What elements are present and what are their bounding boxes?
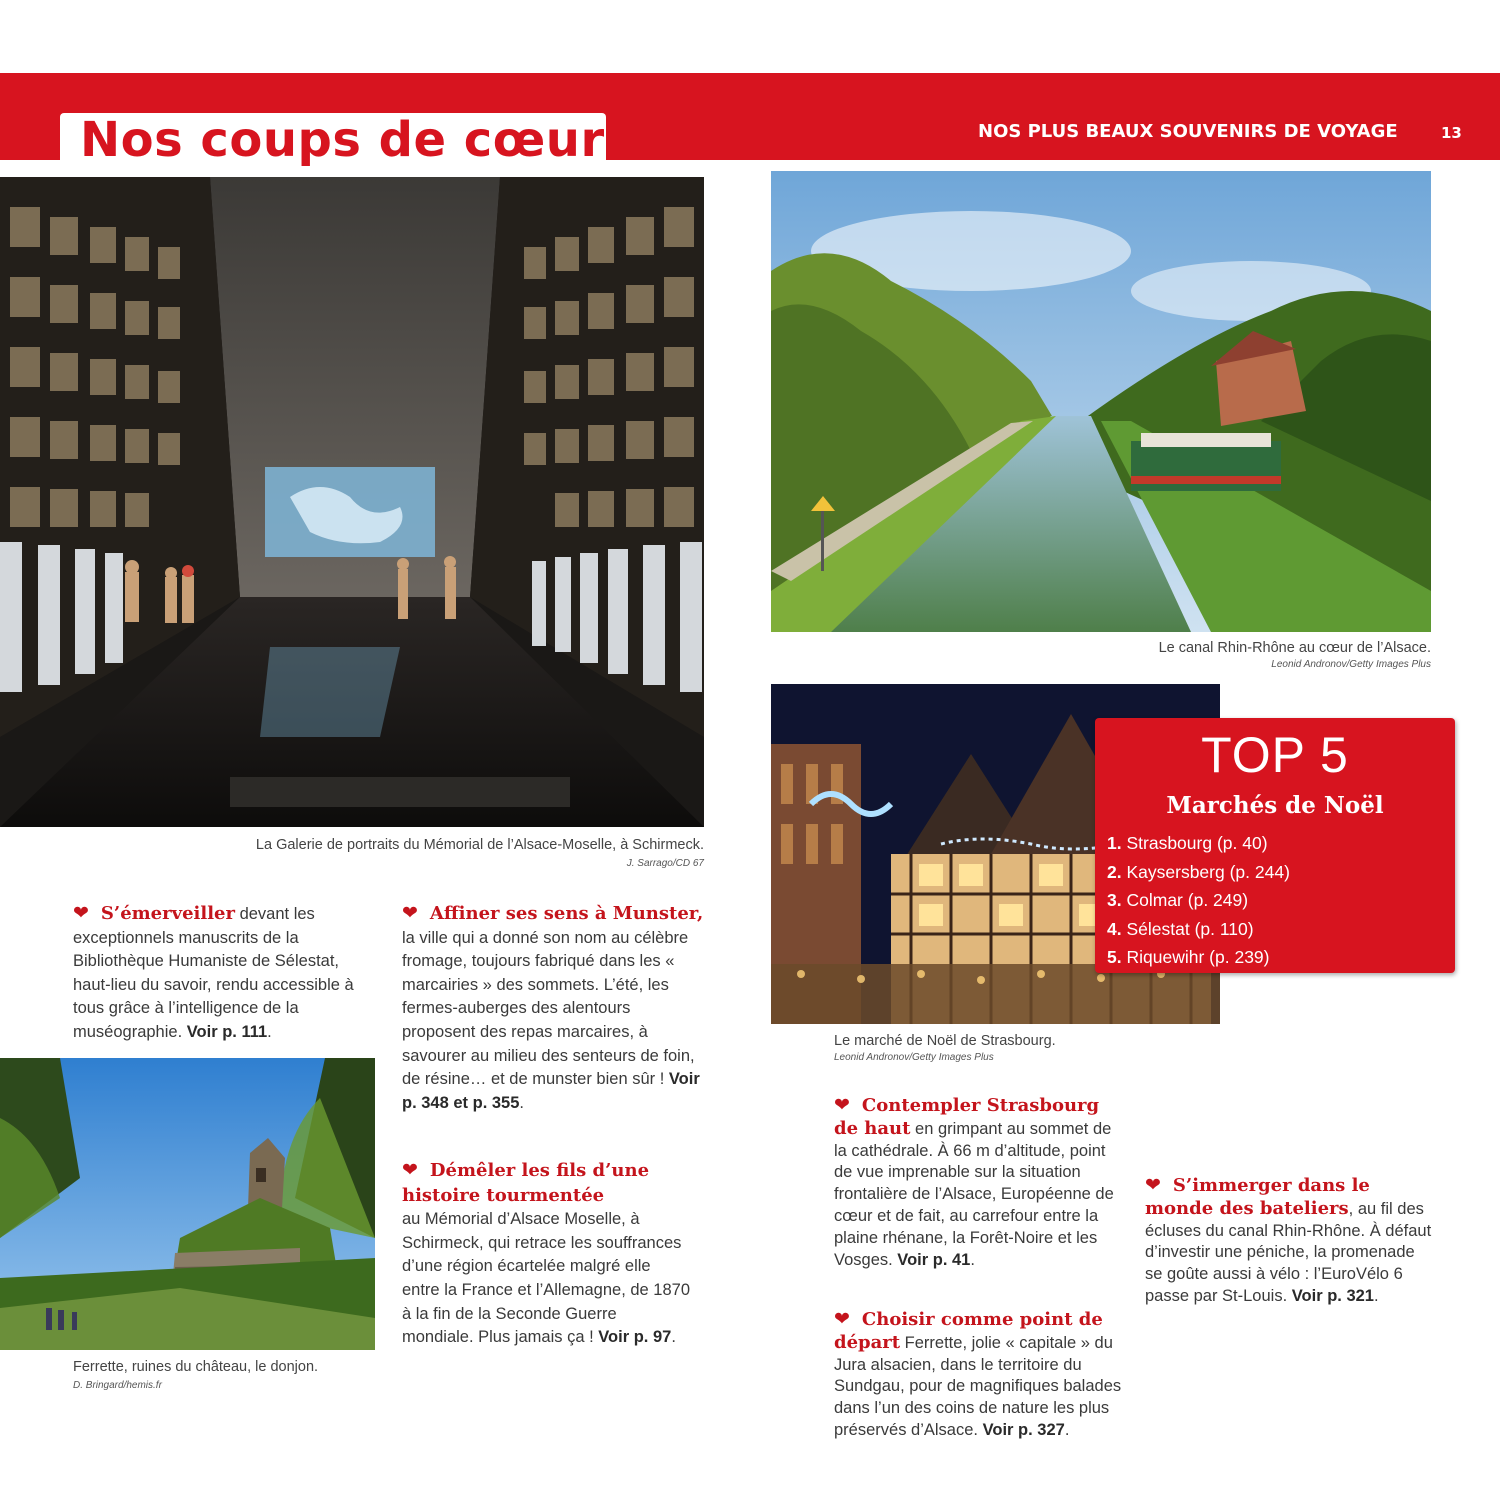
top5-box xyxy=(1095,718,1455,973)
ferrette-photo-credit: D. Bringard/hemis.fr xyxy=(73,1380,162,1391)
entry-strasbourg: ❤ Contempler Strasbourg de haut en grimpant au sommet de la cathédrale. À 66 m d’altitude, point de vue imprenable sur la situation frontalière de l’Alsace, Européenne de cœur et de fait, au carrefour entre la plaine rhénane, la Forêt-Noire et les Vosges. Voir p. 41. xyxy=(834,1095,1114,1269)
page-reference: Voir p. 321 xyxy=(1291,1286,1374,1305)
entry-bateliers: ❤ S’immerger dans le monde des bateliers, au fil des écluses du canal Rhin-Rhône. À défaut d’investir une péniche, la promenade se goûte aussi à vélo : l’EuroVélo 6 passe par St-Louis. Voir p. 321. xyxy=(1145,1175,1432,1305)
entry-memorial: ❤ Démêler les fils d’une histoire tourmentée au Mémorial d’Alsace Moselle, à Schirmeck, qui retrace les souffrances d’une région écartelée malgré elle entre la France et l’Allemagne, de 1870 à la fin de la Seconde Guerre mondiale. Plus jamais ça ! Voir p. 97. xyxy=(402,1160,691,1347)
canal-photo-credit: Leonid Andronov/Getty Images Plus xyxy=(1271,659,1431,670)
page-reference: Voir p. 97 xyxy=(598,1328,672,1347)
running-head: NOS PLUS BEAUX SOUVENIRS DE VOYAGE xyxy=(978,121,1398,142)
heart-icon: ❤ xyxy=(1145,1175,1161,1196)
top5-item: 4. Sélestat (p. 110) xyxy=(1107,918,1254,939)
page-reference: Voir p. 111 xyxy=(186,1022,268,1041)
memorial-photo-credit: J. Sarrago/CD 67 xyxy=(626,858,704,869)
page-reference: Voir p. 41 xyxy=(897,1250,971,1269)
ferrette-castle-photo xyxy=(0,1058,375,1350)
top5-item: 1. Strasbourg (p. 40) xyxy=(1107,833,1268,853)
heart-icon: ❤ xyxy=(834,1309,850,1330)
entry-selestat: ❤ S’émerveiller devant les exceptionnels manuscrits de la Bibliothèque Humaniste de Sélestat, haut-lieu du savoir, rendu accessible à tous grâce à l’intelligence de la muséographie. Voir p. 111. xyxy=(73,903,354,1041)
strasbourg-photo-caption: Le marché de Noël de Strasbourg. xyxy=(834,1033,1056,1049)
top5-item: 3. Colmar (p. 249) xyxy=(1107,890,1249,910)
entry-ferrette: ❤ Choisir comme point de départ Ferrette, jolie « capitale » du Jura alsacien, dans le territoire du Sundgau, pour de magnifiques balades dans l’un des coins de nature les plus préservés d’Alsace. Voir p. 327. xyxy=(834,1309,1122,1439)
entry-heading: S’émerveiller xyxy=(100,903,235,924)
entry-heading: Contempler Strasbourg de haut xyxy=(834,1095,1100,1139)
entry-heading: Démêler les fils d’une histoire tourmentée xyxy=(402,1160,650,1206)
page-title: Nos coups de cœur xyxy=(80,112,605,168)
page-reference: Voir p. 348 et p. 355 xyxy=(402,1070,700,1112)
memorial-photo-caption: La Galerie de portraits du Mémorial de l’Alsace-Moselle, à Schirmeck. xyxy=(255,837,704,853)
heart-icon: ❤ xyxy=(834,1095,850,1116)
header-rule xyxy=(770,160,1500,170)
canal-photo-caption: Le canal Rhin-Rhône au cœur de l’Alsace. xyxy=(1158,640,1431,656)
page-number: 13 xyxy=(1441,124,1462,142)
top5-list xyxy=(1107,829,1290,972)
top5-item: 2. Kaysersberg (p. 244) xyxy=(1107,861,1290,882)
entry-munster: ❤ Affiner ses sens à Munster, la ville qui a donné son nom au célèbre fromage, toujours fabriqué dans les « marcairies » des sommets. L’été, les fermes-auberges des alentours proposent des repas marcaires, à savourer au milieu des senteurs de foin, de résine… et de munster bien sûr ! Voir p. 348 et p. 355. xyxy=(402,903,704,1112)
top5-title: TOP 5 xyxy=(1201,727,1349,783)
heart-icon: ❤ xyxy=(73,903,89,924)
entry-heading: S’immerger dans le monde des bateliers xyxy=(1145,1175,1370,1219)
memorial-gallery-photo xyxy=(0,177,704,827)
heart-icon: ❤ xyxy=(402,903,418,924)
top5-subtitle: Marchés de Noël xyxy=(1166,792,1384,819)
strasbourg-photo-credit: Leonid Andronov/Getty Images Plus xyxy=(834,1052,994,1063)
ferrette-photo-caption: Ferrette, ruines du château, le donjon. xyxy=(73,1359,319,1375)
canal-photo xyxy=(771,171,1431,632)
entry-heading: Choisir comme point de départ xyxy=(834,1309,1103,1353)
page-reference: Voir p. 327 xyxy=(982,1420,1065,1439)
heart-icon: ❤ xyxy=(402,1160,418,1181)
entry-heading: Affiner ses sens à Munster, xyxy=(429,903,704,924)
top5-item: 5. Riquewihr (p. 239) xyxy=(1107,947,1270,967)
